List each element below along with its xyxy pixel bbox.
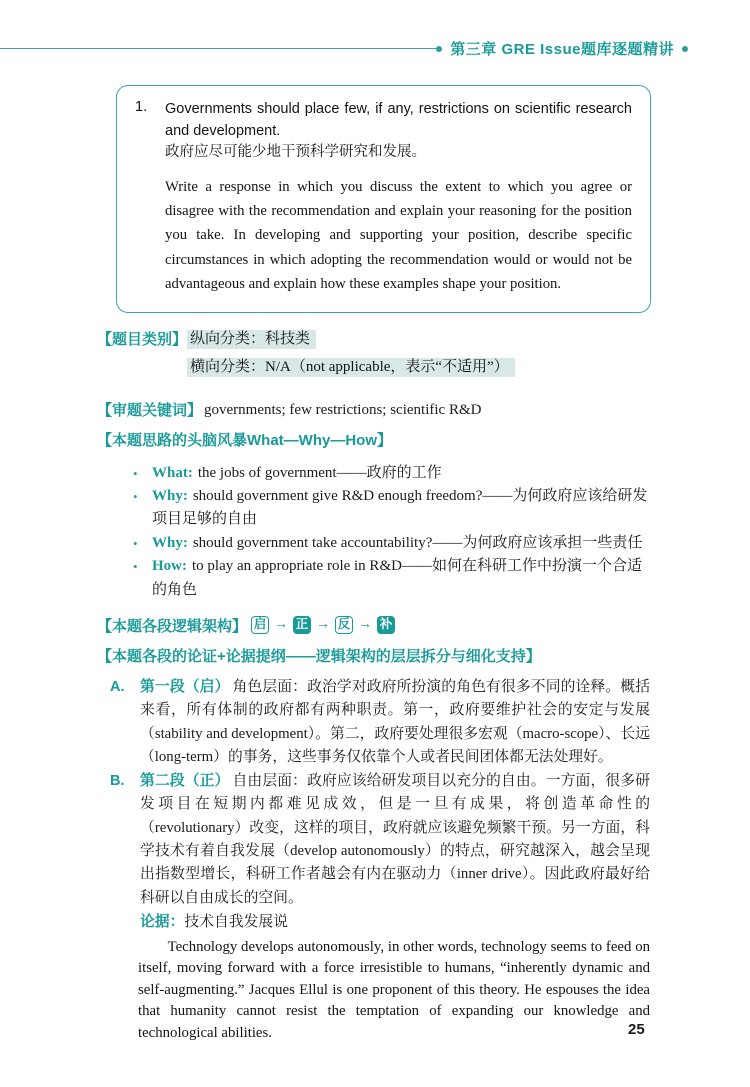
brainstorm-tag: Why: — [152, 487, 188, 504]
category-vertical-value: 纵向分类：科技类 — [187, 330, 316, 349]
outline-text — [140, 676, 650, 769]
question-statement-zh: 政府应尽可能少地干预科学研究和发展。 — [165, 144, 426, 160]
brainstorm-tag: How: — [152, 558, 187, 575]
arrow-icon: → — [274, 617, 289, 633]
keywords-text: governments; few restrictions; scientific R&D — [204, 401, 482, 418]
section-category — [97, 328, 650, 378]
badge-zheng: 正 — [293, 616, 311, 634]
header-rule-line — [0, 48, 436, 49]
outline-text — [140, 770, 650, 910]
question-instructions: Write a response in which you discuss the extent to which you agree or disagree with the recommendation and explain your reasoning for the position you take. In developing and supporting your position, describe specific circumstances in which adopting the recommendation would or would not be advantageous and explain how these examples shape your position. — [165, 178, 632, 293]
evidence-heading — [140, 911, 650, 933]
section-structure — [97, 615, 650, 636]
header-dot-icon — [436, 46, 442, 52]
outline-lead: 第二段（正） — [140, 773, 230, 790]
structure-label: 【本题各段逻辑架构】 — [97, 617, 248, 635]
brainstorm-item-text — [152, 532, 650, 555]
brainstorm-list — [97, 462, 650, 602]
outline-marker: A. — [110, 678, 125, 695]
keywords-label: 【审题关键词】 — [97, 401, 203, 419]
evidence-paragraph: Technology develops autonomously, in other words, technology seems to feed on itself, moving forward with a force irresistible to humans, “inherently dynamic and self-augmenting.” Jacques Ellul is one proponent of this theory. He espouses the idea that humanity cannot resist the temptation of expanding our knowledge and technological abilities. — [138, 938, 650, 1041]
structure-badges — [251, 616, 395, 634]
brainstorm-tag: What: — [152, 464, 193, 481]
brainstorm-body: to play an appropriate role in R&D——如何在科研工作中扮演一个合适的角色 — [152, 558, 642, 598]
outline-marker: B. — [110, 773, 125, 790]
outline-body: 自由层面：政府应该给研发项目以充分的自由。一方面，很多研发项目在短期内都难见成效，但是一旦有成果，将创造革命性的（revolutionary）改变，这样的项目，政府就应该避免频繁干预。另一方面，科学技术有着自我发展（develop autonomously）的特点，研究越深入，越会呈现出指数型增长，科研工作者越会有内在驱动力（inner drive）。因此政府最好给科研以自由成长的空间。 — [140, 773, 650, 906]
list-item — [133, 555, 650, 602]
chapter-header — [0, 38, 750, 59]
arrow-icon: → — [316, 617, 331, 633]
question-box — [116, 85, 651, 313]
page-content — [97, 328, 650, 1044]
brainstorm-body: should government give R&D enough freedom?——为何政府应该给研发项目足够的自由 — [152, 487, 648, 528]
brainstorm-body: the jobs of government——政府的工作 — [197, 464, 442, 481]
outline-list — [97, 676, 650, 910]
outline-item-a — [97, 676, 650, 769]
arrow-icon: → — [358, 617, 373, 633]
bullet-icon: • — [133, 488, 138, 504]
badge-qi: 启 — [251, 616, 269, 634]
badge-fan: 反 — [335, 616, 353, 634]
outline-item-b — [97, 770, 650, 910]
list-item — [133, 485, 650, 532]
header-dot-icon — [682, 46, 688, 52]
question-number: 1. — [135, 99, 148, 115]
evidence-tag: 论据： — [140, 913, 185, 930]
brainstorm-item-text — [152, 555, 650, 602]
list-item — [133, 532, 650, 555]
book-page — [0, 38, 750, 1044]
question-row — [129, 99, 632, 297]
page-number: 25 — [628, 1021, 645, 1038]
brainstorm-item-text — [152, 485, 650, 532]
badge-bu: 补 — [377, 616, 395, 634]
bullet-icon: • — [133, 559, 138, 575]
bullet-icon: • — [133, 535, 138, 551]
question-statement-en: Governments should place few, if any, restrictions on scientific research and development. — [165, 101, 632, 139]
outline-lead: 第一段（启） — [140, 678, 230, 695]
brainstorm-item-text — [152, 462, 650, 485]
list-item — [133, 462, 650, 485]
outline-heading: 【本题各段的论证+论据提纲——逻辑架构的层层拆分与细化支持】 — [97, 647, 541, 665]
category-values — [187, 328, 515, 378]
chapter-title: 第三章 GRE Issue题库逐题精讲 — [450, 41, 674, 58]
evidence-title: 技术自我发展说 — [184, 913, 288, 930]
brainstorm-heading: 【本题思路的头脑风暴What—Why—How】 — [97, 431, 392, 449]
category-label: 【题目类别】 — [97, 330, 188, 348]
brainstorm-body: should government take accountability?——为何政府应该承担一些责任 — [192, 534, 643, 551]
category-vertical-line — [187, 329, 515, 350]
brainstorm-tag: Why: — [152, 534, 188, 551]
bullet-icon: • — [133, 465, 138, 481]
outline-body: 角色层面：政治学对政府所扮演的角色有很多不同的诠释。概括来看，所有体制的政府都有两种职责。第一，政府要维护社会的安定与发展（stability and development）。第二，政府要处理很多宏观（macro-scope）、长远（long-term）的事务，这些事务仅依靠个人或者民间团体都无法处理好。 — [140, 678, 650, 765]
category-horizontal-line — [187, 357, 515, 378]
category-horizontal-value: 横向分类：N/A（not applicable，表示“不适用”） — [187, 358, 515, 377]
section-keywords — [97, 399, 650, 420]
question-body — [165, 99, 632, 297]
